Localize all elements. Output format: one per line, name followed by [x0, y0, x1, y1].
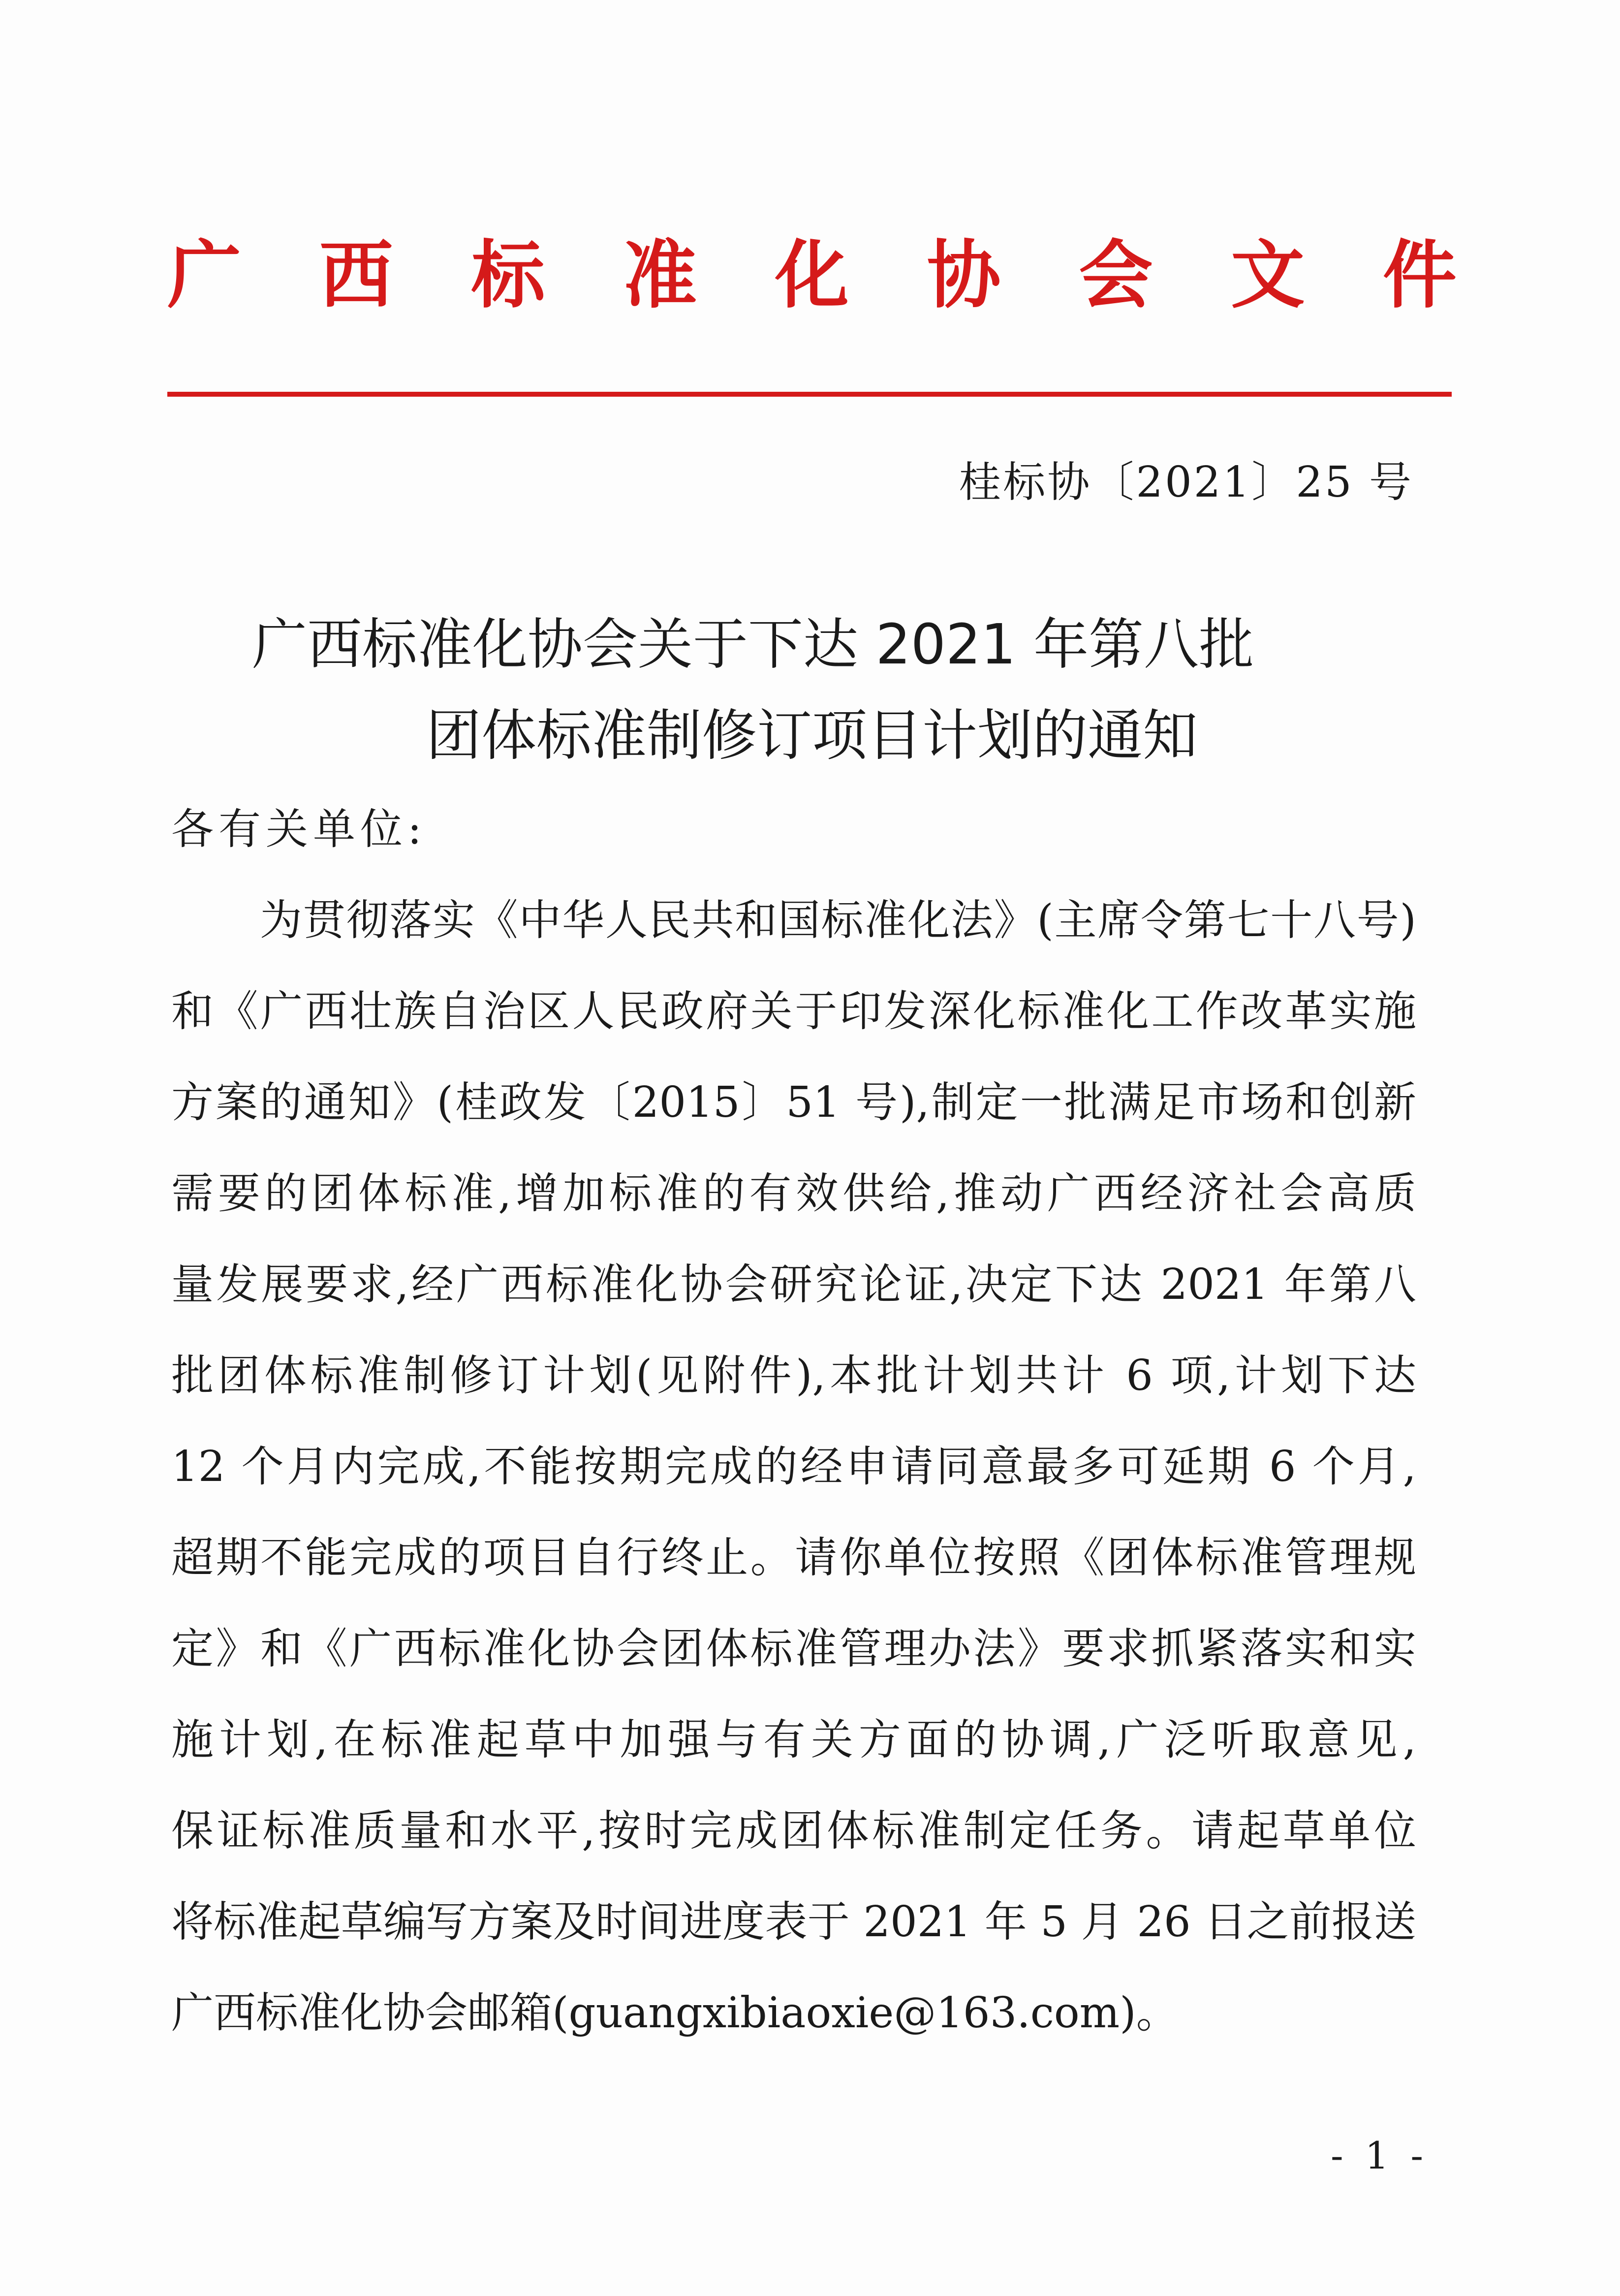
body-line: 施计划,在标准起草中加强与有关方面的协调,广泛听取意见, [171, 1715, 1416, 1764]
masthead-char: 广 [167, 233, 242, 318]
body-line: 批团体标准制修订计划(见附件),本批计划共计 6 项,计划下达 [171, 1351, 1416, 1400]
salutation: 各有关单位: [171, 805, 427, 854]
notice-title-line-2: 团体标准制修订项目计划的通知 [426, 704, 1198, 768]
body-line: 广西标准化协会邮箱(guangxibiaoxie@163.com)。 [171, 1988, 1179, 2038]
masthead-char: 西 [319, 233, 393, 318]
document-number: 桂标协〔2021〕25 号 [959, 458, 1413, 507]
masthead-title [167, 231, 1457, 320]
body-line: 为贯彻落实《中华人民共和国标准化法》(主席令第七十八号) [260, 896, 1416, 945]
body-line: 保证标准质量和水平,按时完成团体标准制定任务。请起草单位 [171, 1806, 1416, 1856]
masthead-char: 协 [927, 233, 1001, 318]
body-line: 将标准起草编写方案及时间进度表于 2021 年 5 月 26 日之前报送 [171, 1897, 1416, 1947]
body-line: 方案的通知》(桂政发〔2015〕51 号),制定一批满足市场和创新 [171, 1078, 1416, 1127]
body-line: 量发展要求,经广西标准化协会研究论证,决定下达 2021 年第八 [171, 1260, 1416, 1309]
masthead-divider [167, 392, 1452, 397]
masthead-char: 件 [1382, 233, 1457, 318]
body-line: 12 个月内完成,不能按期完成的经申请同意最多可延期 6 个月, [171, 1442, 1416, 1491]
body-line: 和《广西壮族自治区人民政府关于印发深化标准化工作改革实施 [171, 987, 1416, 1036]
body-line: 需要的团体标准,增加标准的有效供给,推动广西经济社会高质 [171, 1169, 1416, 1218]
body-line: 超期不能完成的项目自行终止。请你单位按照《团体标准管理规 [171, 1533, 1416, 1582]
body-line: 定》和《广西标准化协会团体标准管理办法》要求抓紧落实和实 [171, 1624, 1416, 1673]
masthead-char: 文 [1231, 233, 1305, 318]
masthead-char: 准 [623, 233, 697, 318]
masthead-char: 会 [1079, 233, 1153, 318]
masthead-char: 标 [471, 233, 545, 318]
masthead-char: 化 [775, 233, 849, 318]
notice-title-line-1: 广西标准化协会关于下达 2021 年第八批 [251, 613, 1254, 677]
page-number: - 1 - [1330, 2134, 1428, 2177]
